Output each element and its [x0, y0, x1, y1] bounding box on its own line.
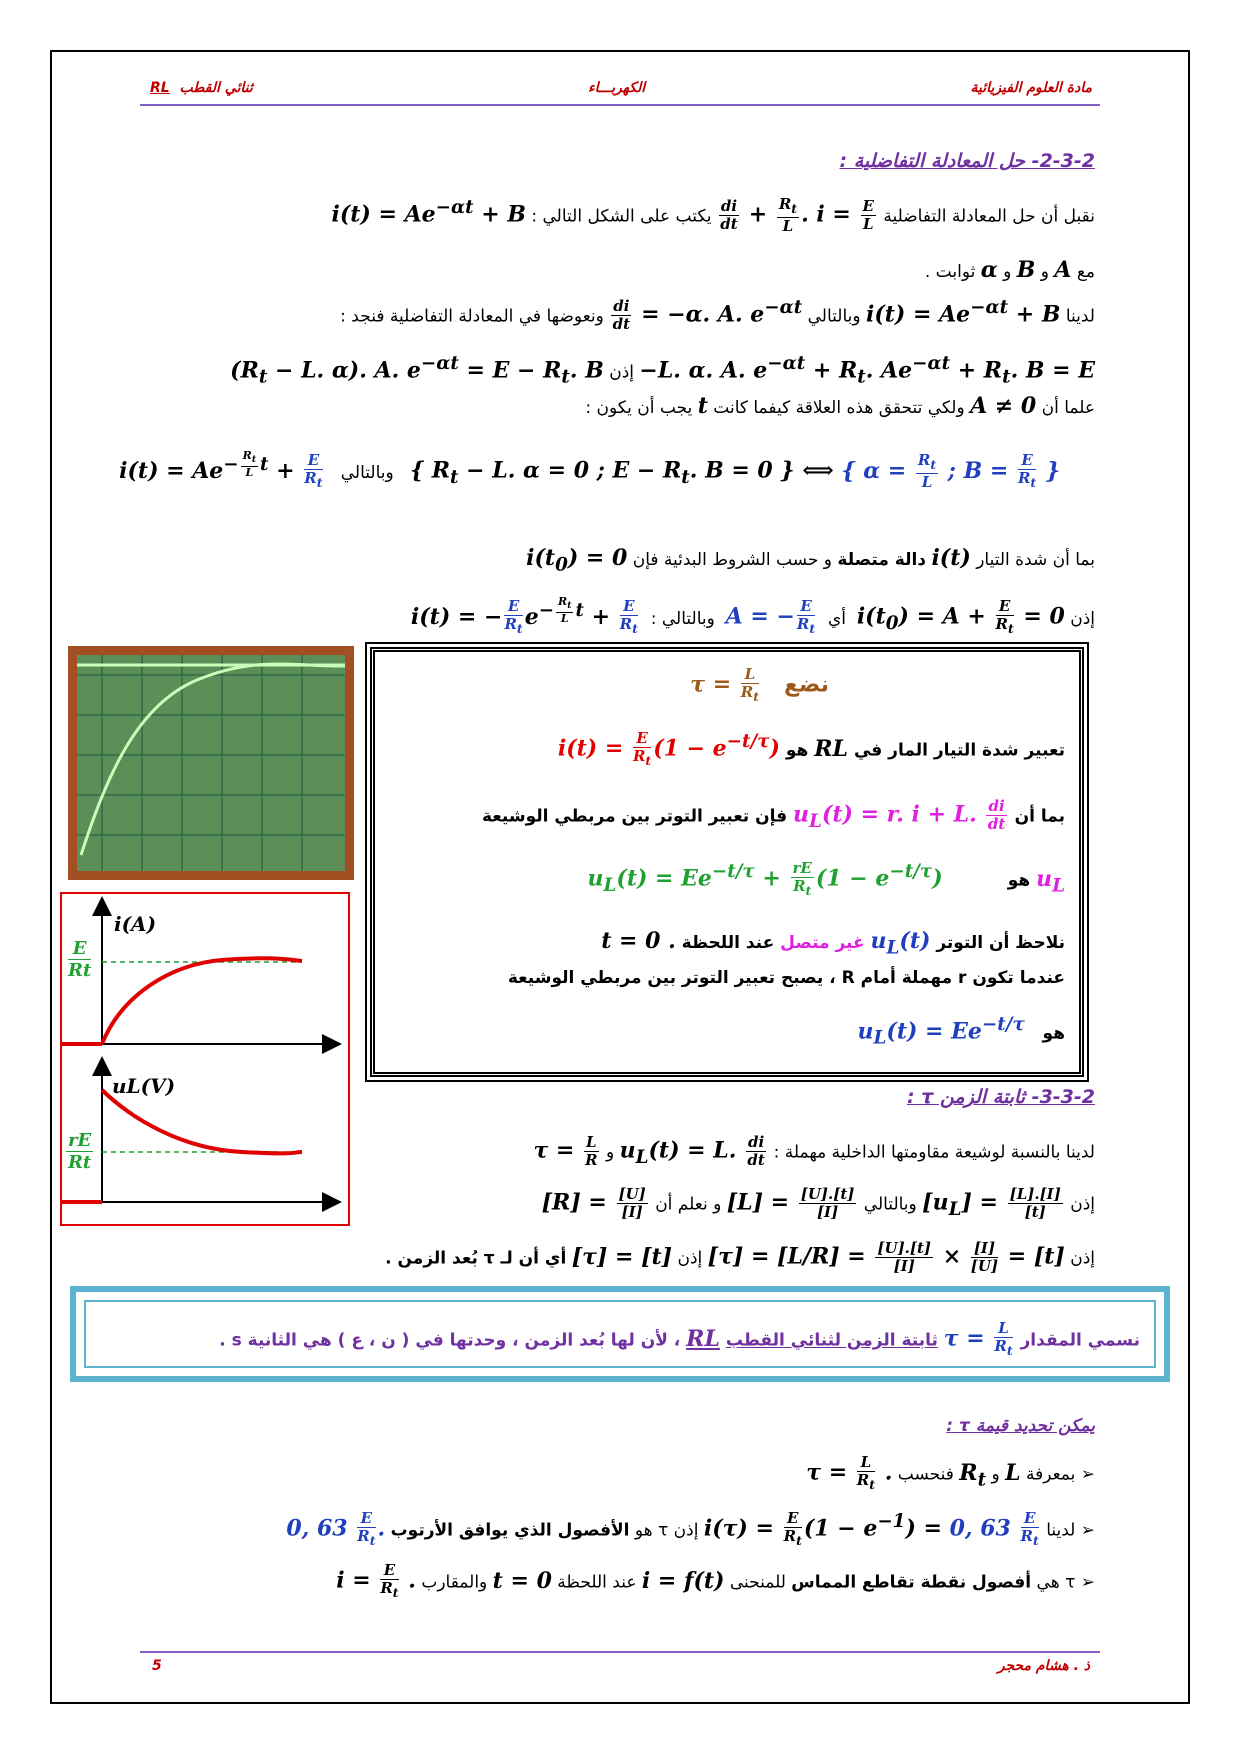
summary-box	[370, 647, 1084, 1077]
header-unit: الكهربـــاء	[588, 80, 646, 96]
definition-text: نسمي المقدار τ = $\frac{L}{R_t}$ ثابتة الزمن لثنائي القطب RL ، لأن لها بُعد الزمن ، وحدتها في ( ن ، ع ) هي الثانية s .	[219, 1319, 1140, 1358]
oscilloscope-photo	[68, 646, 354, 880]
header-lesson-tag: RL	[150, 80, 170, 96]
box-line-3: بما أن $u_L(t) = r$. i + L. $\frac{di}{dt}$ فإن تعبير التوتر بين مربطي الوشيعة	[482, 797, 1065, 833]
line-7: بما أن شدة التيار i(t) دالة متصلة و حسب الشروط البدئية فإن $i(t_0) = 0$	[526, 545, 1095, 576]
box-line-6: عندما تكون r مهملة أمام R ، يصبح تعبير التوتر بين مربطي الوشيعة	[507, 968, 1065, 988]
header-rule	[140, 104, 1100, 106]
solution-form: $i(t) = Ae^{-\alpha t} + B$	[331, 197, 526, 228]
s2-line-3: إذن [τ] = [L/R] = $\frac{[U].[t]}{[I]}$ × $\frac{[I]}{[U]}$ = [t] إذن [τ] = [t] أي أن لـ τ بُعد الزمن .	[385, 1239, 1095, 1275]
footer-rule	[140, 1651, 1100, 1653]
section-title-2: 3-3-2- ثابتة الزمن τ :	[906, 1086, 1095, 1108]
line-6: { $R_t - L$. α = 0 ; $E - R_t$. B = 0 } ⟺ { α = $\frac{R_t}{L}$ ; B = $\frac{E}{R_t}$ } وبالتالي $i(t) = Ae^{- \frac{R_t}{L} t}$ + $\frac{E}{R_t}$	[119, 449, 1060, 492]
header-lesson-name: ثنائي القطب	[179, 80, 253, 96]
line-2: مع A و B و α ثوابت .	[924, 257, 1095, 283]
box-line-7: هو $u_L(t) = Ee^{-t/\tau}$	[857, 1014, 1065, 1049]
box-line-2: تعبير شدة التيار المار في RL هو i(t) = $\frac{E}{R_t}$ $(1 - e^{-t/\tau})$	[557, 729, 1065, 768]
response-plots	[60, 892, 350, 1226]
section-title-1: 2-3-2- حل المعادلة التفاضلية :	[839, 150, 1095, 172]
oscilloscope-trace	[77, 655, 345, 871]
method-2: ➢ لدينا i(τ) = $\frac{E}{R_t}$ $(1 - e^{-1}) = 0$, 63 $\frac{E}{R_t}$ إذن τ هو الأفصول الذي يوافق الأرتوب 0, 63 $\frac{E}{R_t}$ .	[286, 1509, 1095, 1548]
plot-top-label: i(A)	[114, 912, 157, 936]
header-lesson	[150, 80, 253, 96]
s2-line-1: لدينا بالنسبة لوشيعة مقاومتها الداخلية مهملة : $u_L(t) = L$. $\frac{di}{dt}$ و τ = $\frac{L}{R}$	[533, 1133, 1095, 1169]
plot-bottom-level: $\frac{rE}{Rt}$	[67, 1130, 92, 1173]
box-line-5: نلاحظ أن التوتر $u_L(t)$ غير متصل عند اللحظة t = 0 .	[601, 928, 1065, 959]
plot-top-level: $\frac{E}{Rt}$	[68, 938, 92, 981]
plots-svg	[62, 894, 348, 1224]
line-5: علما أن A ≠ 0 ولكي تتحقق هذه العلاقة كيفما كانت t يجب أن يكون :	[585, 393, 1095, 419]
footer-page-number: 5	[152, 1658, 162, 1674]
diff-eq: $\frac{di}{dt}$ + $\frac{R_t}{L}$ . i = $\frac{E}{L}$	[720, 195, 874, 235]
line-8: إذن $i(t_0) = A$ + $\frac{E}{R_t}$ = 0 أي A = − $\frac{E}{R_t}$ وبالتالي : i(t) = − $\frac{E}{R_t}$ $e^{- \frac{R_t}{L} t}$ + $\frac{E}{R_t}$	[410, 595, 1095, 637]
header-subject: مادة العلوم الفيزيائية	[970, 80, 1092, 96]
box-line-1: نضع τ = $\frac{L}{R_t}$	[690, 665, 829, 704]
line-4: −L. α. A. $e^{-\alpha t} + R_t$. $Ae^{-\alpha t} + R_t$. B = E إذن ($R_t - L$. α). A. $e^{-\alpha t} = E - R_t$. B	[230, 353, 1095, 388]
method-3: ➢ τ هي أفصول نقطة تقاطع المماس للمنحنى i = f(t) عند اللحظة t = 0 والمقارب i = $\frac{E}{R_t}$ .	[336, 1561, 1095, 1600]
definition-box	[70, 1286, 1170, 1382]
line-3: لدينا $i(t) = Ae^{-\alpha t} + B$ وبالتالي $\frac{di}{dt}$ = −α. A. $e^{-\alpha t}$ ونعوضها في المعادلة التفاضلية فنجد :	[340, 296, 1095, 333]
method-1: ➢ بمعرفة L و $R_t$ فنحسب τ = $\frac{L}{R_t}$ .	[806, 1453, 1095, 1492]
line-1: نقبل أن حل المعادلة التفاضلية $\frac{di}{dt}$ + $\frac{R_t}{L}$ . i = $\frac{E}{L}$ يكتب على الشكل التالي : $i(t) = Ae^{-\alpha t} + B$	[331, 195, 1095, 235]
section-title-3: يمكن تحديد قيمة τ :	[946, 1416, 1095, 1436]
footer-author: ذ . هشام محجر	[997, 1658, 1090, 1674]
s2-line-2: إذن $[u_L]$ = $\frac{[L].[I]}{[t]}$ وبالتالي [L] = $\frac{[U].[t]}{[I]}$ و نعلم أن [R] = $\frac{[U]}{[I]}$	[541, 1185, 1095, 1221]
box-line-4: $u_L$ هو $u_L(t) = Ee^{-t/\tau}$ + $\frac{rE}{R_t}$ $(1 - e^{-t/\tau})$	[587, 859, 1065, 898]
plot-bottom-label: uL(V)	[112, 1074, 176, 1098]
